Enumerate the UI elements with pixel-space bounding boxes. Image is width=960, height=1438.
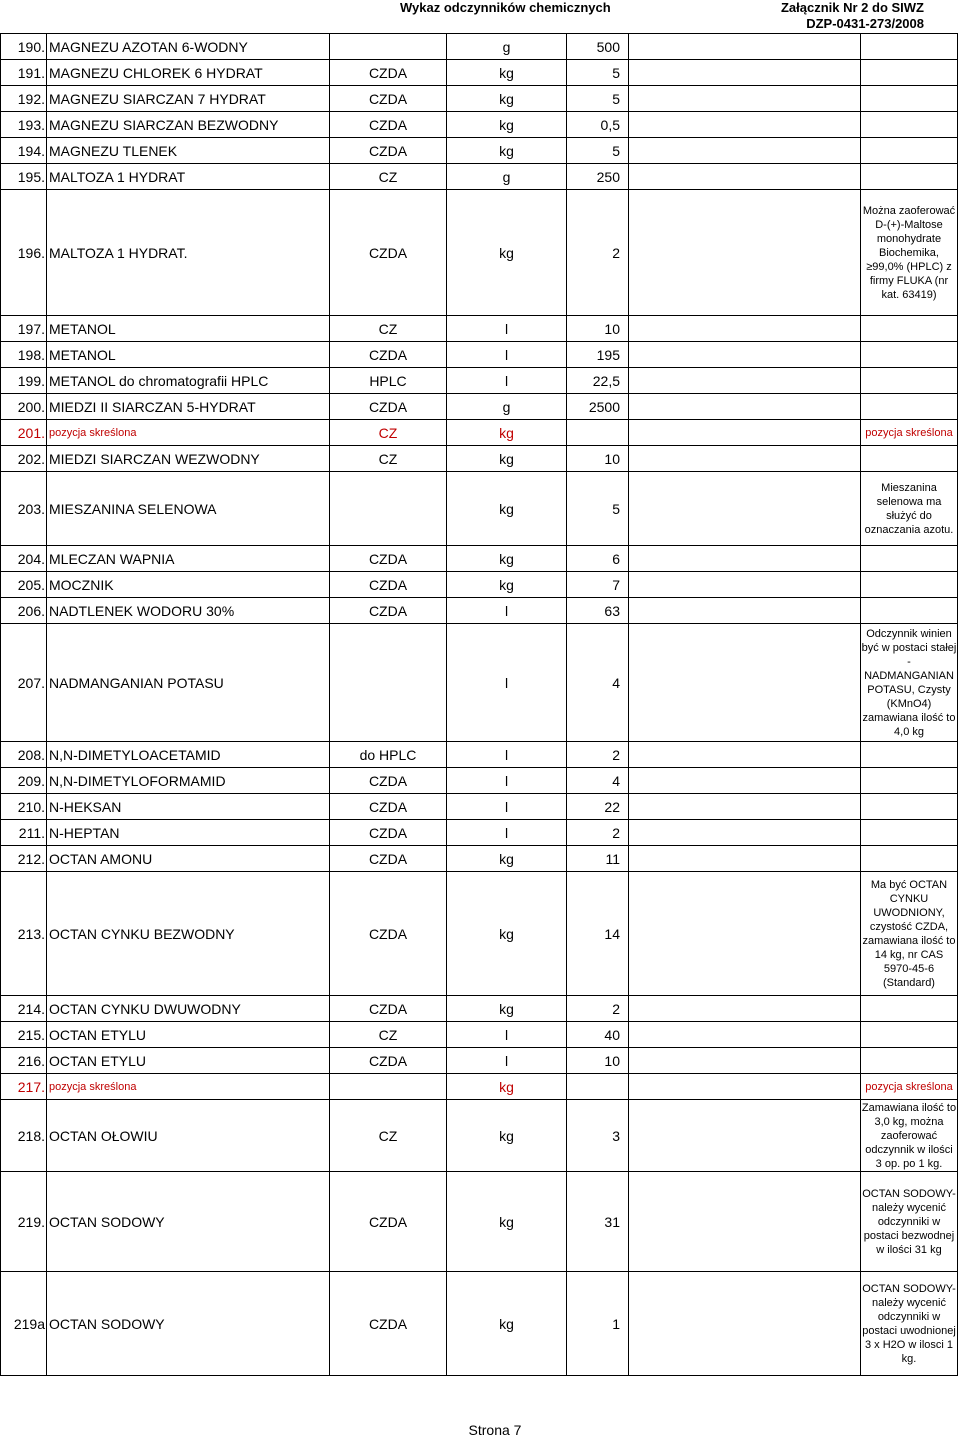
item-grade: CZDA — [330, 60, 447, 86]
item-note: OCTAN SODOWY- należy wycenić odczynniki w postaci uwodnionej 3 x H2O w ilosci 1 kg. — [861, 1272, 958, 1376]
item-number: 210. — [1, 794, 47, 820]
item-note: Można zaoferować D-(+)-Maltose monohydrate Biochemika, ≥99,0% (HPLC) z firmy FLUKA (nr kat. 63419) — [861, 190, 958, 316]
item-number: 190. — [1, 34, 47, 60]
item-note — [861, 996, 958, 1022]
item-unit: kg — [447, 872, 567, 996]
item-name: MAGNEZU TLENEK — [47, 138, 330, 164]
table-row — [1, 34, 958, 60]
item-price-cell — [629, 190, 861, 316]
table-row — [1, 1022, 958, 1048]
item-price-cell — [629, 446, 861, 472]
table-row — [1, 1272, 958, 1376]
item-note — [861, 164, 958, 190]
item-price-cell — [629, 86, 861, 112]
item-grade: CZDA — [330, 768, 447, 794]
item-number: 193. — [1, 112, 47, 138]
item-note: pozycja skreślona — [861, 1074, 958, 1100]
table-row — [1, 820, 958, 846]
item-unit: l — [447, 624, 567, 742]
item-name: MALTOZA 1 HYDRAT — [47, 164, 330, 190]
item-quantity: 500 — [567, 34, 629, 60]
item-price-cell — [629, 1100, 861, 1172]
item-grade: CZ — [330, 420, 447, 446]
item-number: 192. — [1, 86, 47, 112]
item-quantity: 5 — [567, 86, 629, 112]
item-unit: kg — [447, 446, 567, 472]
item-number: 205. — [1, 572, 47, 598]
item-note: OCTAN SODOWY- należy wycenić odczynniki w postaci bezwodnej w ilości 31 kg — [861, 1172, 958, 1272]
item-quantity: 10 — [567, 446, 629, 472]
item-number: 212. — [1, 846, 47, 872]
item-note — [861, 446, 958, 472]
item-price-cell — [629, 846, 861, 872]
item-unit: kg — [447, 472, 567, 546]
item-note: Odczynnik winien być w postaci stałej - NADMANGANIAN POTASU, Czysty (KMnO4) zamawiana ilość to 4,0 kg — [861, 624, 958, 742]
item-grade — [330, 34, 447, 60]
table-row — [1, 546, 958, 572]
item-note: Mieszanina selenowa ma służyć do oznaczania azotu. — [861, 472, 958, 546]
item-price-cell — [629, 472, 861, 546]
item-grade: CZDA — [330, 1272, 447, 1376]
item-name: MOCZNIK — [47, 572, 330, 598]
item-unit: l — [447, 368, 567, 394]
document-reference-block — [781, 0, 924, 32]
item-quantity: 22,5 — [567, 368, 629, 394]
item-price-cell — [629, 820, 861, 846]
item-note — [861, 742, 958, 768]
document-title: Wykaz odczynników chemicznych — [400, 0, 611, 15]
item-unit: l — [447, 342, 567, 368]
item-number: 208. — [1, 742, 47, 768]
item-quantity: 4 — [567, 768, 629, 794]
item-name: MAGNEZU AZOTAN 6-WODNY — [47, 34, 330, 60]
item-number: 203. — [1, 472, 47, 546]
item-name: pozycja skreślona — [47, 1074, 330, 1100]
item-unit: kg — [447, 86, 567, 112]
item-name: OCTAN OŁOWIU — [47, 1100, 330, 1172]
item-price-cell — [629, 316, 861, 342]
item-note — [861, 112, 958, 138]
item-name: MAGNEZU SIARCZAN 7 HYDRAT — [47, 86, 330, 112]
item-note — [861, 820, 958, 846]
item-quantity: 2 — [567, 190, 629, 316]
item-quantity — [567, 420, 629, 446]
item-note — [861, 394, 958, 420]
item-note — [861, 1022, 958, 1048]
item-price-cell — [629, 768, 861, 794]
item-name: N,N-DIMETYLOACETAMID — [47, 742, 330, 768]
item-number: 219. — [1, 1172, 47, 1272]
item-quantity: 22 — [567, 794, 629, 820]
item-number: 198. — [1, 342, 47, 368]
reagents-table — [0, 33, 958, 1376]
item-price-cell — [629, 138, 861, 164]
item-price-cell — [629, 742, 861, 768]
item-grade: CZDA — [330, 1048, 447, 1074]
item-number: 211. — [1, 820, 47, 846]
item-grade: CZ — [330, 1100, 447, 1172]
item-price-cell — [629, 794, 861, 820]
item-price-cell — [629, 1048, 861, 1074]
item-quantity: 1 — [567, 1272, 629, 1376]
item-note — [861, 34, 958, 60]
item-name: N-HEPTAN — [47, 820, 330, 846]
item-unit: l — [447, 316, 567, 342]
item-grade — [330, 472, 447, 546]
item-unit: l — [447, 794, 567, 820]
item-unit: l — [447, 742, 567, 768]
item-number: 201. — [1, 420, 47, 446]
table-row — [1, 1172, 958, 1272]
item-note — [861, 572, 958, 598]
item-unit: kg — [447, 1272, 567, 1376]
item-unit: kg — [447, 190, 567, 316]
item-unit: l — [447, 768, 567, 794]
item-price-cell — [629, 1172, 861, 1272]
item-price-cell — [629, 60, 861, 86]
item-quantity: 11 — [567, 846, 629, 872]
item-name: MLECZAN WAPNIA — [47, 546, 330, 572]
table-row — [1, 112, 958, 138]
item-grade: CZDA — [330, 112, 447, 138]
item-grade: CZ — [330, 1022, 447, 1048]
item-number: 213. — [1, 872, 47, 996]
item-number: 209. — [1, 768, 47, 794]
item-note — [861, 368, 958, 394]
item-number: 194. — [1, 138, 47, 164]
table-row — [1, 420, 958, 446]
item-quantity: 31 — [567, 1172, 629, 1272]
item-grade: CZDA — [330, 1172, 447, 1272]
table-row — [1, 138, 958, 164]
item-quantity: 40 — [567, 1022, 629, 1048]
item-quantity: 5 — [567, 138, 629, 164]
table-row — [1, 598, 958, 624]
item-grade: CZDA — [330, 872, 447, 996]
table-row — [1, 742, 958, 768]
item-note — [861, 316, 958, 342]
item-note — [861, 846, 958, 872]
item-grade: CZDA — [330, 794, 447, 820]
item-quantity: 10 — [567, 316, 629, 342]
item-number: 214. — [1, 996, 47, 1022]
item-number: 215. — [1, 1022, 47, 1048]
item-name: NADTLENEK WODORU 30% — [47, 598, 330, 624]
table-row — [1, 1100, 958, 1172]
item-quantity: 2 — [567, 742, 629, 768]
item-price-cell — [629, 1074, 861, 1100]
item-unit: kg — [447, 996, 567, 1022]
item-unit: kg — [447, 846, 567, 872]
table-row — [1, 768, 958, 794]
item-price-cell — [629, 572, 861, 598]
item-number: 204. — [1, 546, 47, 572]
item-grade: HPLC — [330, 368, 447, 394]
item-note — [861, 546, 958, 572]
item-price-cell — [629, 420, 861, 446]
table-row — [1, 846, 958, 872]
item-quantity: 4 — [567, 624, 629, 742]
item-grade: CZDA — [330, 86, 447, 112]
item-price-cell — [629, 394, 861, 420]
item-name: OCTAN CYNKU BEZWODNY — [47, 872, 330, 996]
item-price-cell — [629, 112, 861, 138]
item-grade: CZDA — [330, 598, 447, 624]
item-price-cell — [629, 546, 861, 572]
item-unit: l — [447, 1048, 567, 1074]
item-grade: CZDA — [330, 846, 447, 872]
item-price-cell — [629, 164, 861, 190]
item-grade: CZDA — [330, 138, 447, 164]
item-note — [861, 768, 958, 794]
table-row — [1, 472, 958, 546]
item-note — [861, 342, 958, 368]
item-note — [861, 1048, 958, 1074]
item-price-cell — [629, 624, 861, 742]
item-number: 206. — [1, 598, 47, 624]
item-price-cell — [629, 34, 861, 60]
item-price-cell — [629, 1022, 861, 1048]
item-name: OCTAN CYNKU DWUWODNY — [47, 996, 330, 1022]
item-price-cell — [629, 1272, 861, 1376]
table-row — [1, 446, 958, 472]
item-price-cell — [629, 872, 861, 996]
item-grade: CZ — [330, 316, 447, 342]
item-unit: l — [447, 598, 567, 624]
item-name: OCTAN ETYLU — [47, 1022, 330, 1048]
item-unit: l — [447, 1022, 567, 1048]
item-number: 199. — [1, 368, 47, 394]
item-number: 216. — [1, 1048, 47, 1074]
table-row — [1, 190, 958, 316]
item-quantity: 2 — [567, 996, 629, 1022]
item-quantity: 14 — [567, 872, 629, 996]
table-row — [1, 872, 958, 996]
item-quantity: 0,5 — [567, 112, 629, 138]
table-row — [1, 794, 958, 820]
item-price-cell — [629, 996, 861, 1022]
item-note: Zamawiana ilość to 3,0 kg, można zaoferować odczynnik w ilości 3 op. po 1 kg. — [861, 1101, 957, 1170]
item-number: 207. — [1, 624, 47, 742]
item-quantity: 10 — [567, 1048, 629, 1074]
table-row — [1, 1074, 958, 1100]
item-name: MALTOZA 1 HYDRAT. — [47, 190, 330, 316]
item-unit: kg — [447, 1100, 567, 1172]
item-name: OCTAN SODOWY — [47, 1172, 330, 1272]
item-note — [861, 794, 958, 820]
item-name: OCTAN ETYLU — [47, 1048, 330, 1074]
item-number: 191. — [1, 60, 47, 86]
item-quantity: 250 — [567, 164, 629, 190]
item-name: N,N-DIMETYLOFORMAMID — [47, 768, 330, 794]
item-name: METANOL — [47, 342, 330, 368]
item-unit: kg — [447, 546, 567, 572]
item-name: NADMANGANIAN POTASU — [47, 624, 330, 742]
item-name: N-HEKSAN — [47, 794, 330, 820]
item-unit: l — [447, 820, 567, 846]
item-grade: CZ — [330, 164, 447, 190]
table-row — [1, 342, 958, 368]
item-note — [861, 86, 958, 112]
item-grade — [330, 624, 447, 742]
item-name: MAGNEZU SIARCZAN BEZWODNY — [47, 112, 330, 138]
item-number: 218. — [1, 1100, 47, 1172]
item-price-cell — [629, 598, 861, 624]
item-quantity: 2500 — [567, 394, 629, 420]
item-note: Ma być OCTAN CYNKU UWODNIONY, czystość CZDA, zamawiana ilość to 14 kg, nr CAS 5970-45-6 (Standard) — [861, 872, 958, 996]
item-name: OCTAN SODOWY — [47, 1272, 330, 1376]
item-quantity: 5 — [567, 472, 629, 546]
table-row — [1, 86, 958, 112]
page-number: Strona 7 — [468, 1422, 522, 1438]
item-number: 217. — [1, 1074, 47, 1100]
item-grade: CZDA — [330, 820, 447, 846]
item-name: OCTAN AMONU — [47, 846, 330, 872]
item-name: pozycja skreślona — [47, 420, 330, 446]
item-name: METANOL — [47, 316, 330, 342]
item-unit: kg — [447, 138, 567, 164]
item-unit: kg — [447, 1074, 567, 1100]
item-grade: CZDA — [330, 546, 447, 572]
item-name: MIEDZI II SIARCZAN 5-HYDRAT — [47, 394, 330, 420]
table-row — [1, 60, 958, 86]
item-unit: g — [447, 34, 567, 60]
table-row — [1, 1048, 958, 1074]
item-name: MIEDZI SIARCZAN WEZWODNY — [47, 446, 330, 472]
item-number: 195. — [1, 164, 47, 190]
table-row — [1, 394, 958, 420]
item-grade: CZ — [330, 446, 447, 472]
item-name: METANOL do chromatografii HPLC — [47, 368, 330, 394]
item-note — [861, 598, 958, 624]
item-note: pozycja skreślona — [861, 420, 958, 446]
item-grade: CZDA — [330, 342, 447, 368]
item-quantity: 5 — [567, 60, 629, 86]
item-price-cell — [629, 368, 861, 394]
item-note — [861, 60, 958, 86]
reference-number: DZP-0431-273/2008 — [806, 16, 924, 31]
item-unit: kg — [447, 60, 567, 86]
table-row — [1, 996, 958, 1022]
item-quantity: 63 — [567, 598, 629, 624]
attachment-label: Załącznik Nr 2 do SIWZ — [780, 0, 924, 15]
item-unit: kg — [447, 572, 567, 598]
item-grade: CZDA — [330, 996, 447, 1022]
item-grade: CZDA — [330, 190, 447, 316]
item-unit: kg — [447, 1172, 567, 1272]
item-quantity: 195 — [567, 342, 629, 368]
item-quantity: 7 — [567, 572, 629, 598]
item-number: 200. — [1, 394, 47, 420]
table-row — [1, 316, 958, 342]
item-quantity — [567, 1074, 629, 1100]
item-number: 219a — [1, 1272, 47, 1376]
table-row — [1, 368, 958, 394]
item-name: MAGNEZU CHLOREK 6 HYDRAT — [47, 60, 330, 86]
item-quantity: 2 — [567, 820, 629, 846]
item-grade — [330, 1074, 447, 1100]
table-row — [1, 572, 958, 598]
table-row — [1, 164, 958, 190]
item-price-cell — [629, 342, 861, 368]
item-note — [861, 138, 958, 164]
item-grade: do HPLC — [330, 742, 447, 768]
table-row — [1, 624, 958, 742]
item-unit: g — [447, 394, 567, 420]
item-number: 196. — [1, 190, 47, 316]
item-number: 202. — [1, 446, 47, 472]
item-grade: CZDA — [330, 394, 447, 420]
item-unit: kg — [447, 112, 567, 138]
item-quantity: 3 — [567, 1100, 629, 1172]
item-name: MIESZANINA SELENOWA — [47, 472, 330, 546]
item-number: 197. — [1, 316, 47, 342]
item-grade: CZDA — [330, 572, 447, 598]
item-unit: kg — [447, 420, 567, 446]
item-quantity: 6 — [567, 546, 629, 572]
item-unit: g — [447, 164, 567, 190]
